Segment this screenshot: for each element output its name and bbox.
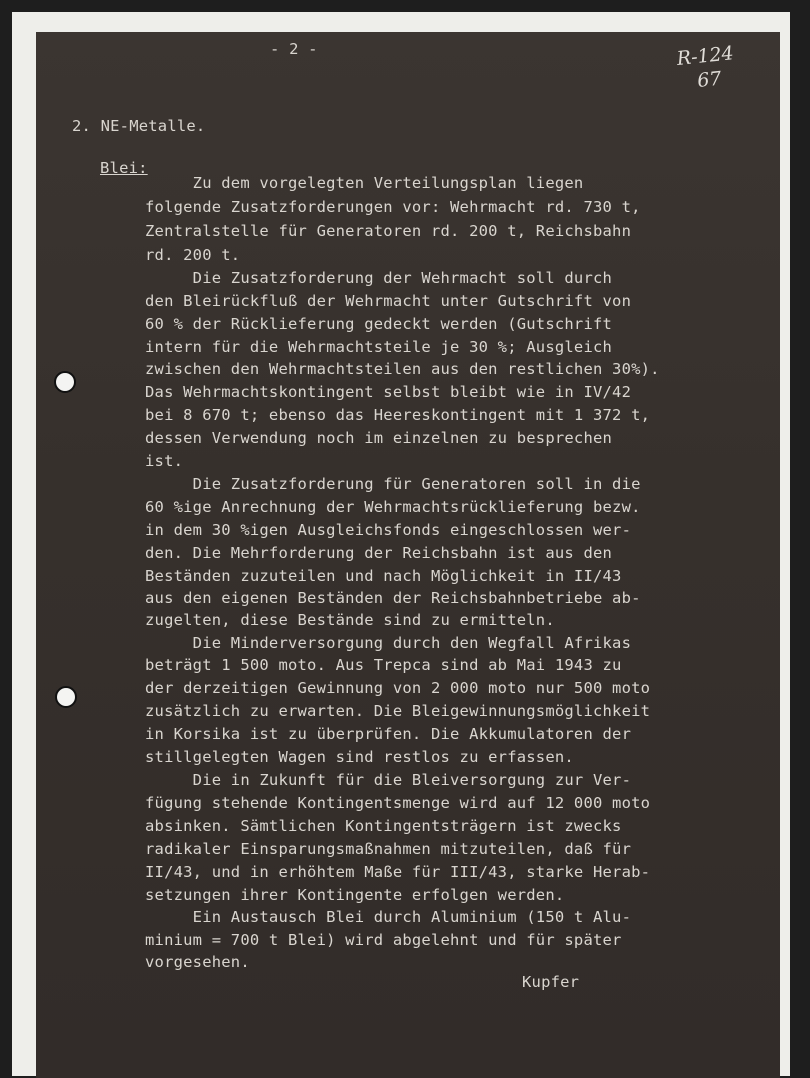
body-line: setzungen ihrer Kontingente erfolgen werden. bbox=[145, 886, 565, 904]
punch-hole-lower bbox=[55, 686, 77, 708]
body-line: in dem 30 %igen Ausgleichsfonds eingeschlossen wer- bbox=[145, 521, 632, 539]
body-line: zugelten, diese Bestände sind zu ermitteln. bbox=[145, 611, 555, 629]
body-line: rd. 200 t. bbox=[145, 246, 241, 264]
reference-line-1: R-124 bbox=[675, 42, 735, 70]
subheading-blei: Blei: bbox=[100, 159, 148, 177]
body-line: 60 %ige Anrechnung der Wehrmachtsrücklieferung bezw. bbox=[145, 498, 641, 516]
body-line: Die in Zukunft für die Bleiversorgung zur Ver- bbox=[145, 771, 632, 789]
body-line: Zentralstelle für Generatoren rd. 200 t, Reichsbahn bbox=[145, 222, 632, 240]
body-line: den. Die Mehrforderung der Reichsbahn ist aus den bbox=[145, 544, 613, 562]
body-line: aus den eigenen Beständen der Reichsbahnbetriebe ab- bbox=[145, 589, 641, 607]
body-line: intern für die Wehrmachtsteile je 30 %; Ausgleich bbox=[145, 338, 613, 356]
body-line: Ein Austausch Blei durch Aluminium (150 t Alu- bbox=[145, 908, 632, 926]
body-line: in Korsika ist zu überprüfen. Die Akkumulatoren der bbox=[145, 725, 632, 743]
body-line: dessen Verwendung noch im einzelnen zu besprechen bbox=[145, 429, 613, 447]
section-heading: 2. NE-Metalle. bbox=[72, 117, 206, 135]
reference-line-2: 67 bbox=[696, 67, 723, 92]
body-line: vorgesehen. bbox=[145, 953, 250, 971]
body-line: 60 % der Rücklieferung gedeckt werden (Gutschrift bbox=[145, 315, 613, 333]
signoff-kupfer: Kupfer bbox=[522, 973, 580, 991]
punch-hole-upper bbox=[54, 371, 76, 393]
body-line: zusätzlich zu erwarten. Die Bleigewinnungsmöglichkeit bbox=[145, 702, 651, 720]
body-line: den Bleirückfluß der Wehrmacht unter Gutschrift von bbox=[145, 292, 632, 310]
body-line: absinken. Sämtlichen Kontingentsträgern ist zwecks bbox=[145, 817, 622, 835]
body-line: II/43, und in erhöhtem Maße für III/43, starke Herab- bbox=[145, 863, 651, 881]
body-line: stillgelegten Wagen sind restlos zu erfassen. bbox=[145, 748, 574, 766]
body-line: zwischen den Wehrmachtsteilen aus den restlichen 30%). bbox=[145, 360, 660, 378]
body-line: ist. bbox=[145, 452, 184, 470]
body-line: beträgt 1 500 moto. Aus Trepca sind ab Mai 1943 zu bbox=[145, 656, 622, 674]
page-number: - 2 - bbox=[270, 40, 318, 58]
body-line: folgende Zusatzforderungen vor: Wehrmacht rd. 730 t, bbox=[145, 198, 641, 216]
body-line: fügung stehende Kontingentsmenge wird auf 12 000 moto bbox=[145, 794, 651, 812]
body-line: bei 8 670 t; ebenso das Heereskontingent mit 1 372 t, bbox=[145, 406, 651, 424]
body-line: radikaler Einsparungsmaßnahmen mitzuteilen, daß für bbox=[145, 840, 632, 858]
body-line: Die Zusatzforderung für Generatoren soll in die bbox=[145, 475, 641, 493]
body-line: Zu dem vorgelegten Verteilungsplan liegen bbox=[145, 174, 584, 192]
body-line: minium = 700 t Blei) wird abgelehnt und für später bbox=[145, 931, 622, 949]
body-line: der derzeitigen Gewinnung von 2 000 moto nur 500 moto bbox=[145, 679, 651, 697]
body-line: Die Zusatzforderung der Wehrmacht soll durch bbox=[145, 269, 613, 287]
handwritten-reference bbox=[676, 41, 738, 95]
body-line: Die Minderversorgung durch den Wegfall Afrikas bbox=[145, 634, 632, 652]
body-line: Das Wehrmachtskontingent selbst bleibt wie in IV/42 bbox=[145, 383, 632, 401]
body-line: Beständen zuzuteilen und nach Möglichkeit in II/43 bbox=[145, 567, 622, 585]
